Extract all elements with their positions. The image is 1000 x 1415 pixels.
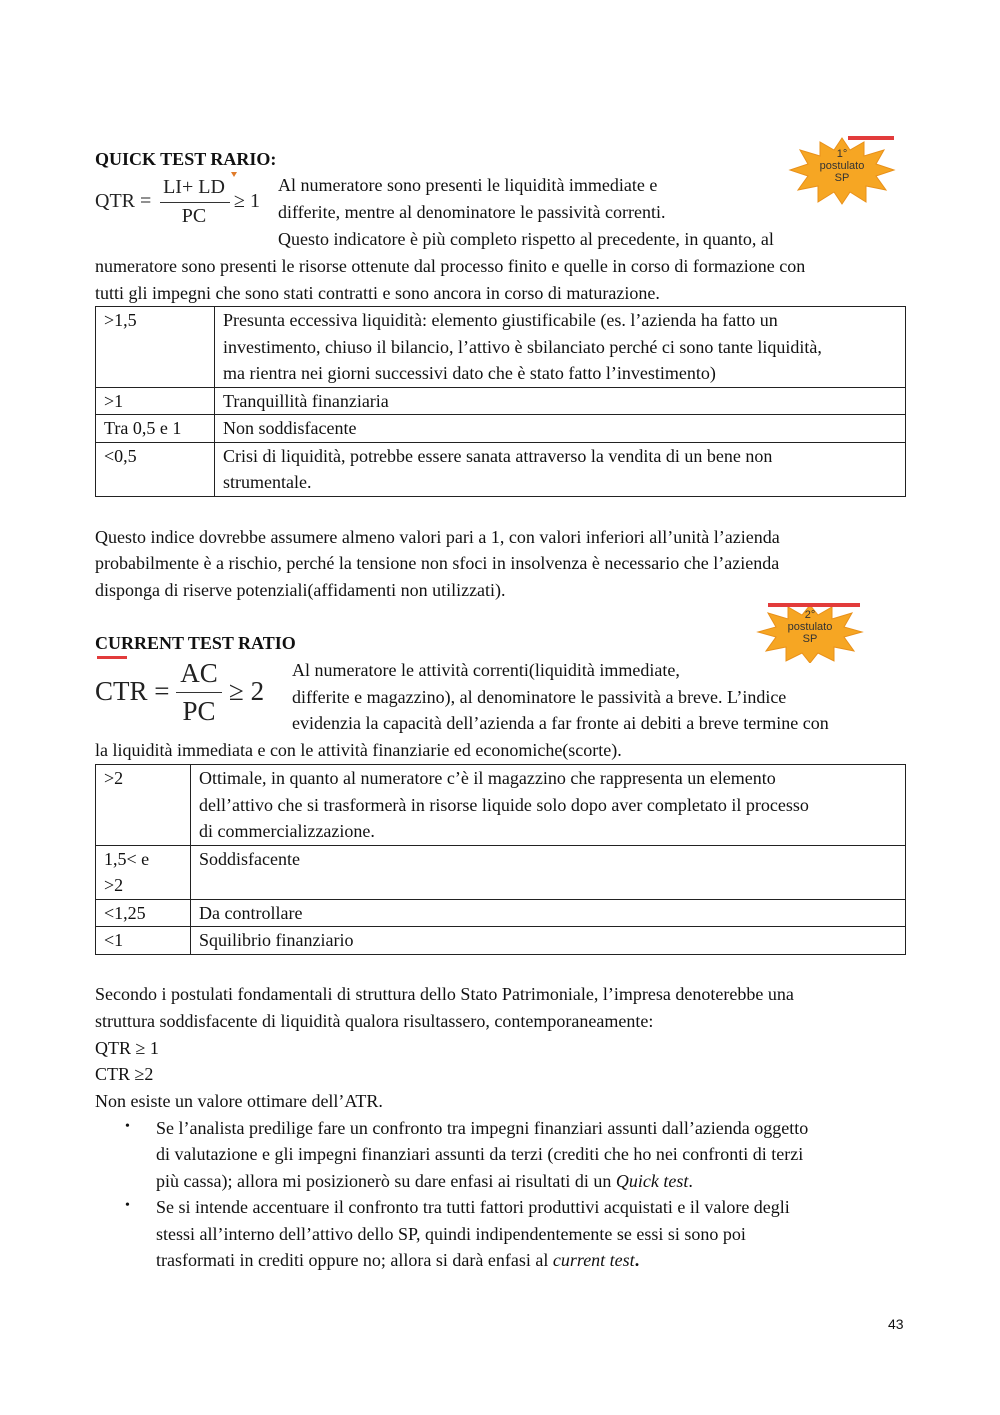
badge-number: 1° — [836, 148, 848, 160]
range-cell: Tra 0,5 e 1 — [96, 415, 215, 443]
section-title-quick-test: QUICK TEST RARIO: — [95, 149, 277, 169]
range-cell: >1,5 — [96, 307, 215, 388]
para-line: differite e magazzino), al denominatore le passività a breve. L’indice — [292, 687, 787, 707]
para-line: Questo indice dovrebbe assumere almeno valori pari a 1, con valori inferiori all’unità l’azienda — [95, 527, 780, 547]
desc-line: dell’attivo che si trasformerà in risorse liquide solo dopo aver completato il processo — [199, 794, 809, 815]
postulato-badge-1 — [788, 136, 896, 206]
para-line: Al numeratore sono presenti le liquidità immediate e — [278, 175, 658, 195]
table-row — [96, 307, 906, 388]
desc-line: di commercializzazione. — [199, 821, 375, 841]
bullet-icon: • — [125, 1198, 130, 1213]
range-cell: >2 — [96, 765, 191, 846]
desc-cell: Da controllare — [191, 899, 906, 927]
desc-line: Presunta eccessiva liquidità: elemento giustificabile (es. l’azienda ha fatto un — [223, 310, 778, 330]
bullet-emphasis: current test — [552, 1250, 635, 1270]
table-row — [96, 927, 906, 955]
para-line: probabilmente è a rischio, perché la tensione non sfoci in insolvenza è necessario che l’azienda — [95, 553, 780, 573]
section-title-current-test: CURRENT TEST RATIO — [95, 633, 296, 653]
para-line: struttura soddisfacente di liquidità qualora risultassero, contemporaneamente: — [95, 1011, 654, 1031]
table-row — [96, 765, 906, 846]
fraction-bar — [176, 692, 222, 693]
range-cell: <0,5 — [96, 442, 215, 496]
bullet-line — [156, 1168, 693, 1194]
bullet-icon: • — [125, 1119, 130, 1134]
para-line: Secondo i postulati fondamentali di struttura dello Stato Patrimoniale, l’impresa denoterebbe una — [95, 984, 794, 1004]
bullet-text: trasformati in crediti oppure no; allora si darà enfasi al — [156, 1250, 553, 1270]
desc-line: Crisi di liquidità, potrebbe essere sanata attraverso la vendita di un bene non — [223, 445, 773, 466]
badge-label: postulato — [819, 160, 865, 172]
range-cell: <1,25 — [96, 899, 191, 927]
range-cell — [96, 845, 191, 899]
fraction-bar — [160, 202, 230, 203]
bullet-tail: . — [634, 1250, 640, 1270]
red-mark — [97, 656, 127, 659]
ctr-table — [95, 764, 906, 955]
formula-rhs: ≥ 1 — [234, 190, 260, 212]
range-line: 1,5< e — [104, 848, 150, 869]
range-cell: <1 — [96, 927, 191, 955]
formula-numerator: AC — [180, 658, 218, 688]
table-row — [96, 415, 906, 443]
para-line: numeratore sono presenti le risorse ottenute dal processo finito e quelle in corso di formazione con — [95, 256, 806, 276]
para-line: evidenzia la capacità dell’azienda a far fronte ai debiti a breve termine con — [292, 713, 829, 733]
desc-cell: Non soddisfacente — [215, 415, 906, 443]
badge-sub: SP — [834, 172, 850, 184]
para-line: disponga di riserve potenziali(affidamenti non utilizzati). — [95, 580, 506, 600]
bullet-line: di valutazione e gli impegni finanziari assunti da terzi (crediti che ho nei confronti di terzi — [156, 1144, 804, 1164]
bullet-line: Se si intende accentuare il confronto tra tutti fattori produttivi acquistati e il valore degli — [156, 1197, 790, 1217]
desc-cell — [215, 442, 906, 496]
badge-label: postulato — [787, 621, 833, 633]
table-row — [96, 845, 906, 899]
bullet-line — [156, 1247, 639, 1273]
desc-cell — [191, 765, 906, 846]
para-line: differite, mentre al denominatore le passività correnti. — [278, 202, 666, 222]
bullet-emphasis: Quick test — [615, 1171, 689, 1191]
table-row — [96, 899, 906, 927]
red-mark — [768, 603, 860, 607]
bullet-line: stessi all’interno dell’attivo dello SP, quindi indipendentemente se essi si sono poi — [156, 1224, 746, 1244]
qtr-table — [95, 306, 906, 497]
desc-line: ma rientra nei giorni successivi dato che è stato fatto l’investimento) — [223, 363, 716, 383]
desc-cell: Squilibrio finanziario — [191, 927, 906, 955]
bullet-text: più cassa); allora mi posizionerò su dare enfasi ai risultati di un — [156, 1171, 616, 1191]
desc-line: investimento, chiuso il bilancio, l’attivo è sbilanciato perché ci sono tante liquidità, — [223, 336, 822, 357]
para-line: Al numeratore le attività correnti(liquidità immediate, — [292, 660, 680, 680]
para-line: la liquidità immediata e con le attività finanziarie ed economiche(scorte). — [95, 740, 622, 760]
table-row — [96, 387, 906, 415]
table-row — [96, 442, 906, 496]
formula-denominator: PC — [182, 696, 216, 726]
desc-cell — [215, 307, 906, 388]
para-line: tutti gli impegni che sono stati contratti e sono ancora in corso di maturazione. — [95, 283, 660, 303]
formula-lhs: QTR = — [95, 190, 152, 212]
formula-lhs: CTR = — [95, 676, 170, 706]
para-line: CTR ≥2 — [95, 1064, 154, 1084]
para-line: Questo indicatore è più completo rispetto al precedente, in quanto, al — [278, 229, 774, 249]
formula-numerator: LI+ LD — [163, 176, 225, 198]
badge-sub: SP — [802, 633, 818, 645]
range-line: >2 — [104, 875, 124, 895]
bullet-line: Se l’analista predilige fare un confronto tra impegni finanziari assunti dall’azienda oggetto — [156, 1118, 809, 1138]
bullet-tail: . — [688, 1171, 693, 1191]
formula-denominator: PC — [181, 205, 207, 227]
desc-line: Ottimale, in quanto al numeratore c’è il magazzino che rappresenta un elemento — [199, 768, 776, 788]
desc-cell: Soddisfacente — [191, 845, 906, 899]
formula-rhs: ≥ 2 — [229, 676, 265, 706]
range-cell: >1 — [96, 387, 215, 415]
marker-icon — [231, 172, 237, 177]
desc-line: strumentale. — [223, 472, 312, 492]
page-number: 43 — [888, 1316, 904, 1332]
para-line: QTR ≥ 1 — [95, 1038, 159, 1058]
desc-cell: Tranquillità finanziaria — [215, 387, 906, 415]
para-line: Non esiste un valore ottimare dell’ATR. — [95, 1091, 383, 1111]
badge-number: 2° — [804, 609, 816, 621]
red-mark — [848, 136, 894, 140]
postulato-badge-2 — [756, 601, 864, 663]
